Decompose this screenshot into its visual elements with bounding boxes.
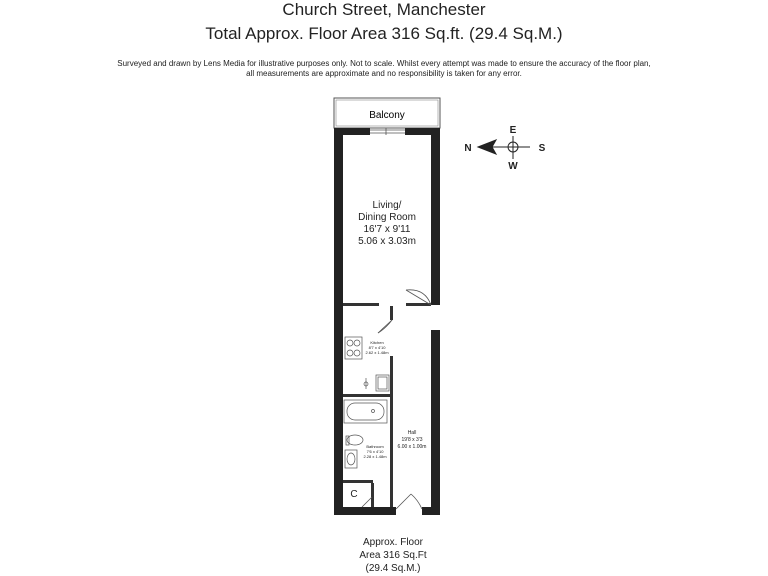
svg-text:Bathroom: Bathroom — [366, 444, 384, 449]
svg-text:Dining Room: Dining Room — [358, 212, 416, 223]
outer-walls — [334, 128, 440, 515]
balcony — [334, 98, 440, 128]
compass — [464, 125, 545, 172]
svg-text:8'7 x 4'10: 8'7 x 4'10 — [368, 345, 386, 350]
svg-text:19'8 x 3'3: 19'8 x 3'3 — [401, 437, 423, 443]
compass-icon — [478, 136, 530, 159]
svg-text:16'7 x 9'11: 16'7 x 9'11 — [363, 224, 411, 235]
compass-north: N — [464, 143, 472, 154]
living-room-label — [358, 200, 416, 247]
footer-area-line-2: Area 316 Sq.Ft — [359, 550, 427, 561]
compass-east: E — [509, 125, 517, 136]
svg-text:2.62 x 1.48m: 2.62 x 1.48m — [365, 350, 389, 355]
svg-text:Kitchen: Kitchen — [370, 340, 384, 345]
footer-area-line-3: (29.4 Sq.M.) — [365, 563, 421, 574]
entrance-door — [396, 494, 422, 509]
svg-text:7'6 x 4'10: 7'6 x 4'10 — [366, 449, 384, 454]
kitchen-door — [378, 320, 392, 333]
cupboard-door — [362, 497, 372, 507]
compass-west: W — [508, 161, 518, 172]
floor-area-subtitle: Total Approx. Floor Area 316 Sq.ft. (29.4 Sq.M.) — [205, 24, 563, 43]
living-door — [406, 290, 431, 305]
footer-area-line-1: Approx. Floor — [362, 537, 424, 548]
svg-text:5.06 x 3.03m: 5.06 x 3.03m — [358, 236, 416, 247]
balcony-label: Balcony — [369, 110, 405, 121]
svg-text:6.00 x 1.00m: 6.00 x 1.00m — [397, 444, 427, 450]
disclaimer-line-2: all measurements are approximate and no responsibility is taken for any error. — [246, 69, 522, 78]
hall-label — [398, 430, 427, 450]
page-title: Church Street, Manchester — [282, 0, 486, 19]
svg-text:Living/: Living/ — [372, 200, 402, 211]
balcony-door — [370, 128, 405, 135]
bathroom-label — [363, 444, 387, 459]
svg-text:2.28 x 1.48m: 2.28 x 1.48m — [363, 454, 387, 459]
kitchen-label — [365, 340, 389, 355]
compass-south: S — [538, 143, 546, 154]
svg-text:Hall: Hall — [407, 430, 417, 436]
cupboard-label: C — [350, 489, 358, 500]
disclaimer-line-1: Surveyed and drawn by Lens Media for illustrative purposes only. Not to scale. Whilst every attempt was made to ensure the accuracy of the floor plan, — [117, 59, 651, 68]
